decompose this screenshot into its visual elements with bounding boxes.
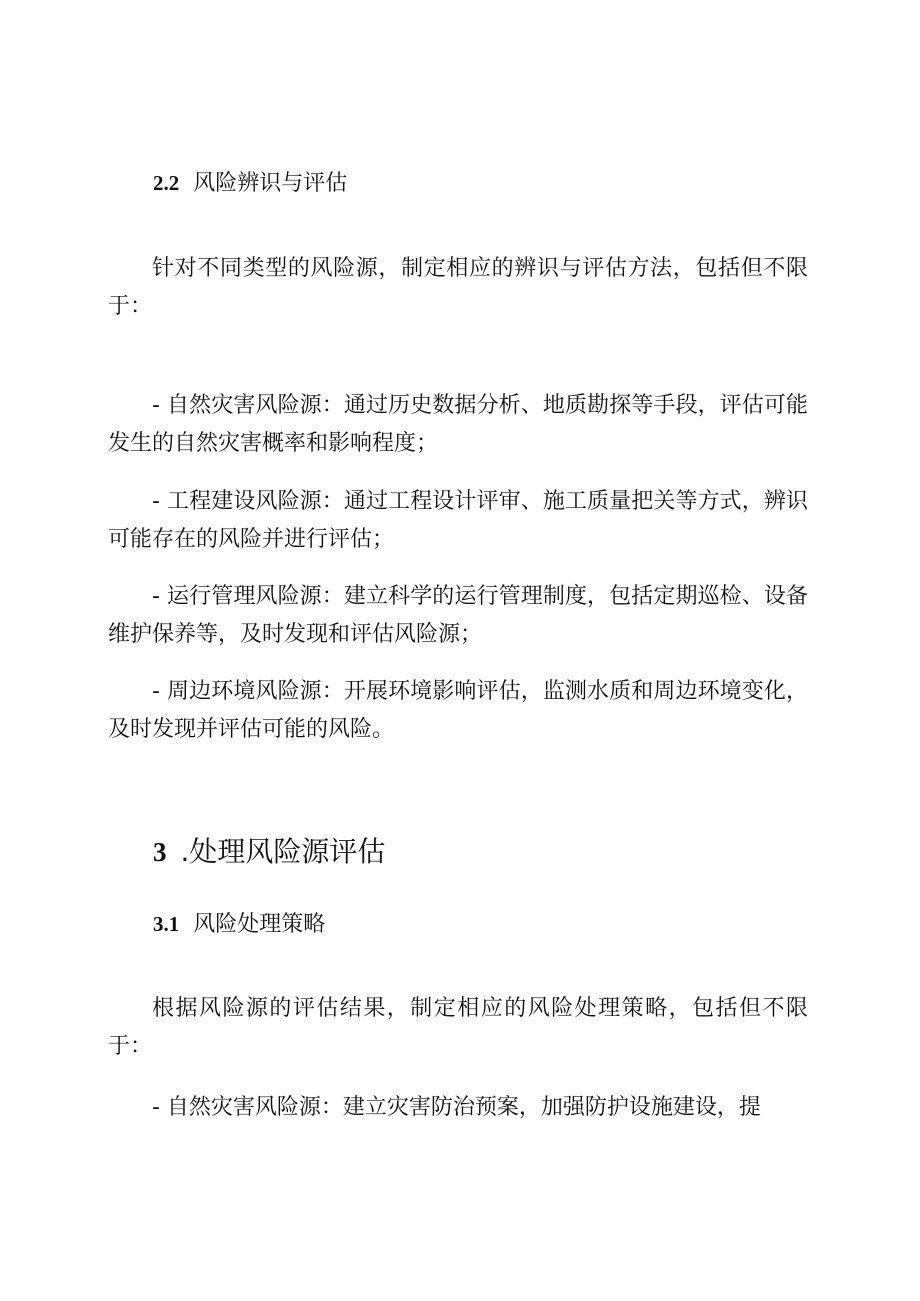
section-2-2-title: 风险辨识与评估 xyxy=(193,171,348,196)
list-item-natural-disaster: - 自然灾害风险源：通过历史数据分析、地质勘探等手段，评估可能发生的自然灾害概率和影响程度； xyxy=(108,393,808,456)
list-item-natural-disaster-strategy: - 自然灾害风险源：建立灾害防治预案，加强防护设施建设，提 xyxy=(152,1095,761,1120)
list-item-environment: - 周边环境风险源：开展环境影响评估，监测水质和周边环境变化，及时发现并评估可能的风险。 xyxy=(108,679,808,742)
section-3-title: .处理风险源评估 xyxy=(180,835,386,868)
section-3-1-number: 3.1 xyxy=(153,912,180,936)
section-3-1-heading xyxy=(153,909,325,940)
section-3-1-title: 风险处理策略 xyxy=(193,912,326,937)
list-item-operation: - 运行管理风险源：建立科学的运行管理制度，包括定期巡检、设备维护保养等，及时发现和评估风险源； xyxy=(108,584,808,647)
list-item-engineering: - 工程建设风险源：通过工程设计评审、施工质量把关等方式，辨识可能存在的风险并进行评估； xyxy=(108,489,808,552)
paragraph-2-2-intro: 针对不同类型的风险源，制定相应的辨识与评估方法，包括但不限于： xyxy=(108,256,808,319)
section-2-2-number: 2.2 xyxy=(153,171,180,195)
section-3-number: 3 xyxy=(153,837,167,867)
paragraph-3-1-intro: 根据风险源的评估结果，制定相应的风险处理策略，包括但不限于： xyxy=(108,996,808,1059)
section-3-heading xyxy=(153,834,385,870)
section-2-2-heading xyxy=(153,168,347,199)
